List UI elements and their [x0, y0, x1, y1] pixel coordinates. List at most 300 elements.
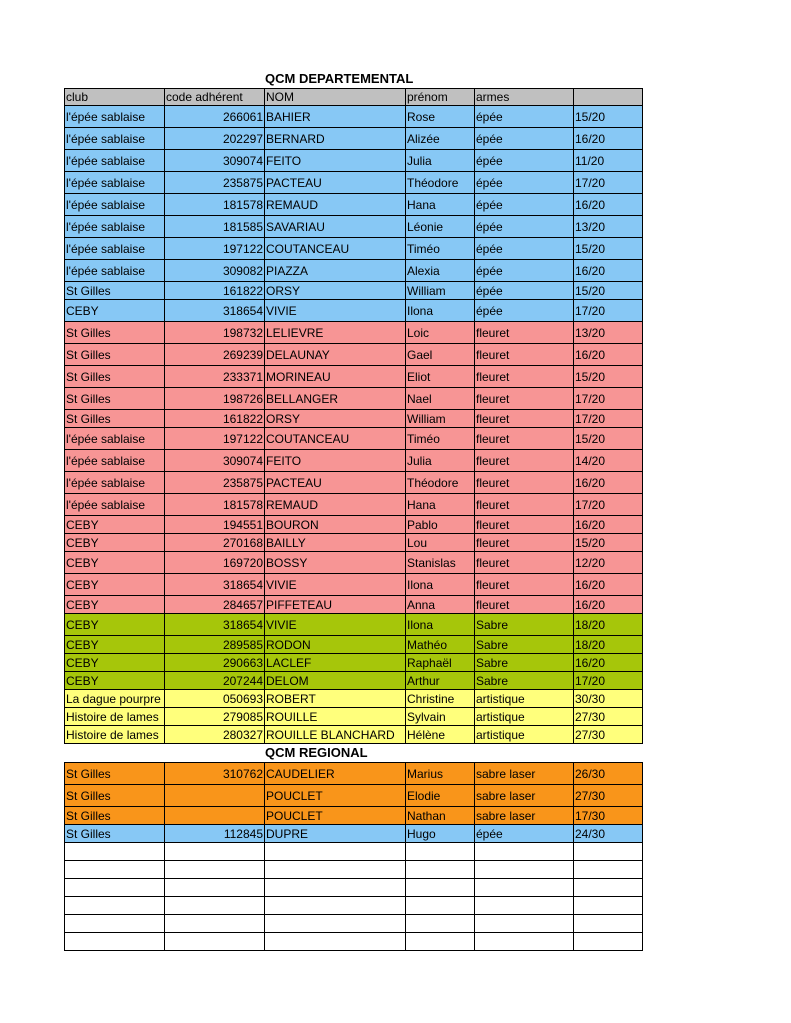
cell-club: St Gilles [65, 282, 165, 300]
cell-prenom: Elodie [406, 785, 475, 807]
spreadsheet [64, 70, 642, 951]
cell-score: 16/20 [574, 260, 643, 282]
table-row [65, 450, 643, 472]
cell-code-adherent: 233371 [165, 366, 265, 388]
cell-armes [475, 897, 574, 915]
cell-code-adherent: 181578 [165, 194, 265, 216]
cell-nom: FEITO [265, 450, 406, 472]
cell-score [574, 915, 643, 933]
cell-club: l'épée sablaise [65, 472, 165, 494]
cell-code-adherent [165, 861, 265, 879]
cell-nom: BOURON [265, 516, 406, 534]
table-row [65, 472, 643, 494]
cell-club [65, 879, 165, 897]
cell-nom: VIVIE [265, 300, 406, 322]
table-row [65, 216, 643, 238]
cell-nom: ROUILLE [265, 708, 406, 726]
table-row [65, 933, 643, 951]
table-row [65, 825, 643, 843]
table-row [65, 763, 643, 785]
cell-armes: fleuret [475, 552, 574, 574]
cell-armes: épée [475, 172, 574, 194]
table-row [65, 238, 643, 260]
section-title-regional [64, 744, 642, 762]
cell-club: St Gilles [65, 807, 165, 825]
cell-code-adherent: 181585 [165, 216, 265, 238]
cell-score: 16/20 [574, 472, 643, 494]
header-score [574, 89, 643, 106]
cell-code-adherent: 318654 [165, 574, 265, 596]
cell-nom: LELIEVRE [265, 322, 406, 344]
cell-club: CEBY [65, 672, 165, 690]
cell-nom: VIVIE [265, 614, 406, 636]
table-row [65, 726, 643, 744]
cell-prenom: Timéo [406, 428, 475, 450]
cell-code-adherent: 284657 [165, 596, 265, 614]
cell-prenom [406, 879, 475, 897]
cell-prenom: Lou [406, 534, 475, 552]
table-row [65, 388, 643, 410]
regional-table [64, 762, 643, 951]
cell-prenom [406, 843, 475, 861]
cell-club: l'épée sablaise [65, 172, 165, 194]
cell-club [65, 843, 165, 861]
table-row [65, 172, 643, 194]
cell-prenom: Rose [406, 106, 475, 128]
cell-armes: fleuret [475, 450, 574, 472]
cell-code-adherent: 235875 [165, 172, 265, 194]
cell-prenom: Ilona [406, 614, 475, 636]
table-row [65, 194, 643, 216]
cell-armes: artistique [475, 726, 574, 744]
cell-armes: fleuret [475, 344, 574, 366]
cell-prenom: Eliot [406, 366, 475, 388]
cell-prenom: Sylvain [406, 708, 475, 726]
cell-prenom: William [406, 410, 475, 428]
cell-club: l'épée sablaise [65, 128, 165, 150]
cell-code-adherent: 269239 [165, 344, 265, 366]
table-row [65, 534, 643, 552]
section-title-departemental [64, 70, 642, 88]
cell-score: 16/20 [574, 654, 643, 672]
cell-prenom [406, 933, 475, 951]
cell-score: 15/20 [574, 534, 643, 552]
cell-club: CEBY [65, 596, 165, 614]
header-club: club [65, 89, 165, 106]
cell-nom: DELAUNAY [265, 344, 406, 366]
cell-armes: épée [475, 300, 574, 322]
cell-armes: artistique [475, 690, 574, 708]
cell-score: 15/20 [574, 428, 643, 450]
cell-club: l'épée sablaise [65, 450, 165, 472]
cell-nom: SAVARIAU [265, 216, 406, 238]
cell-armes: Sabre [475, 614, 574, 636]
table-row [65, 614, 643, 636]
table-row [65, 410, 643, 428]
cell-prenom: Hana [406, 494, 475, 516]
table-row [65, 128, 643, 150]
cell-prenom: Julia [406, 150, 475, 172]
regional-title: QCM REGIONAL [265, 745, 368, 760]
cell-nom: POUCLET [265, 785, 406, 807]
table-row [65, 897, 643, 915]
table-row [65, 574, 643, 596]
cell-prenom: Anna [406, 596, 475, 614]
cell-club: CEBY [65, 636, 165, 654]
cell-code-adherent: 290663 [165, 654, 265, 672]
cell-code-adherent: 197122 [165, 238, 265, 260]
cell-code-adherent: 198732 [165, 322, 265, 344]
table-row [65, 785, 643, 807]
cell-armes: sabre laser [475, 807, 574, 825]
cell-armes: épée [475, 825, 574, 843]
cell-score: 15/20 [574, 106, 643, 128]
cell-club: St Gilles [65, 825, 165, 843]
cell-score: 27/30 [574, 708, 643, 726]
cell-code-adherent: 169720 [165, 552, 265, 574]
cell-prenom [406, 915, 475, 933]
table-row [65, 690, 643, 708]
table-row [65, 654, 643, 672]
cell-nom: BELLANGER [265, 388, 406, 410]
cell-club: St Gilles [65, 322, 165, 344]
cell-prenom: Marius [406, 763, 475, 785]
cell-club: CEBY [65, 552, 165, 574]
cell-club: St Gilles [65, 763, 165, 785]
cell-club: Histoire de lames [65, 726, 165, 744]
table-row [65, 344, 643, 366]
cell-nom: REMAUD [265, 494, 406, 516]
table-row [65, 516, 643, 534]
cell-score: 15/20 [574, 282, 643, 300]
cell-nom: RODON [265, 636, 406, 654]
cell-club: CEBY [65, 534, 165, 552]
cell-score: 17/20 [574, 672, 643, 690]
cell-prenom: Ilona [406, 574, 475, 596]
cell-score: 13/20 [574, 216, 643, 238]
cell-nom: POUCLET [265, 807, 406, 825]
cell-armes: fleuret [475, 534, 574, 552]
cell-score: 27/30 [574, 726, 643, 744]
cell-prenom: Raphaël [406, 654, 475, 672]
table-row [65, 708, 643, 726]
cell-nom: BERNARD [265, 128, 406, 150]
cell-score: 17/20 [574, 172, 643, 194]
cell-score: 17/20 [574, 410, 643, 428]
cell-club: CEBY [65, 300, 165, 322]
cell-club: St Gilles [65, 388, 165, 410]
cell-nom: LACLEF [265, 654, 406, 672]
cell-score: 24/30 [574, 825, 643, 843]
cell-score: 16/20 [574, 344, 643, 366]
cell-prenom [406, 861, 475, 879]
cell-nom: ROUILLE BLANCHARD [265, 726, 406, 744]
cell-score: 18/20 [574, 614, 643, 636]
cell-club: l'épée sablaise [65, 260, 165, 282]
cell-prenom: Alexia [406, 260, 475, 282]
cell-score: 27/30 [574, 785, 643, 807]
table-row [65, 322, 643, 344]
cell-club: St Gilles [65, 366, 165, 388]
departemental-table-body [65, 89, 643, 744]
cell-armes: épée [475, 216, 574, 238]
table-row [65, 494, 643, 516]
cell-score [574, 897, 643, 915]
cell-prenom: Nael [406, 388, 475, 410]
table-row [65, 596, 643, 614]
cell-code-adherent [165, 915, 265, 933]
cell-armes: fleuret [475, 574, 574, 596]
cell-score: 15/20 [574, 366, 643, 388]
cell-score: 15/20 [574, 238, 643, 260]
cell-score: 26/30 [574, 763, 643, 785]
cell-armes: épée [475, 150, 574, 172]
cell-prenom: Loic [406, 322, 475, 344]
cell-club [65, 861, 165, 879]
cell-code-adherent: 194551 [165, 516, 265, 534]
cell-nom: FEITO [265, 150, 406, 172]
cell-code-adherent: 279085 [165, 708, 265, 726]
cell-code-adherent: 280327 [165, 726, 265, 744]
cell-score: 17/20 [574, 300, 643, 322]
cell-armes: épée [475, 106, 574, 128]
cell-code-adherent: 161822 [165, 410, 265, 428]
cell-code-adherent: 202297 [165, 128, 265, 150]
cell-nom: COUTANCEAU [265, 428, 406, 450]
cell-prenom: Nathan [406, 807, 475, 825]
cell-nom [265, 843, 406, 861]
table-row [65, 150, 643, 172]
cell-nom: DELOM [265, 672, 406, 690]
cell-nom: PACTEAU [265, 172, 406, 194]
cell-code-adherent: 310762 [165, 763, 265, 785]
cell-score: 30/30 [574, 690, 643, 708]
cell-score: 11/20 [574, 150, 643, 172]
cell-score [574, 843, 643, 861]
cell-armes [475, 879, 574, 897]
cell-prenom: Théodore [406, 472, 475, 494]
cell-armes [475, 933, 574, 951]
cell-code-adherent: 207244 [165, 672, 265, 690]
header-armes: armes [475, 89, 574, 106]
cell-armes: fleuret [475, 322, 574, 344]
cell-nom [265, 933, 406, 951]
cell-score: 16/20 [574, 516, 643, 534]
table-row [65, 672, 643, 690]
cell-prenom [406, 897, 475, 915]
cell-nom: VIVIE [265, 574, 406, 596]
cell-score: 14/20 [574, 450, 643, 472]
cell-prenom: Alizée [406, 128, 475, 150]
table-row [65, 300, 643, 322]
cell-code-adherent [165, 843, 265, 861]
cell-armes: Sabre [475, 672, 574, 690]
cell-armes: épée [475, 128, 574, 150]
header-row [65, 89, 643, 106]
cell-prenom: Théodore [406, 172, 475, 194]
cell-code-adherent [165, 785, 265, 807]
regional-table-body [65, 763, 643, 951]
cell-club: CEBY [65, 574, 165, 596]
header-code: code adhérent [165, 89, 265, 106]
cell-prenom: Léonie [406, 216, 475, 238]
departemental-title: QCM DEPARTEMENTAL [265, 71, 414, 86]
cell-armes: fleuret [475, 596, 574, 614]
cell-club: l'épée sablaise [65, 106, 165, 128]
cell-code-adherent: 266061 [165, 106, 265, 128]
cell-prenom: Hélène [406, 726, 475, 744]
cell-code-adherent [165, 879, 265, 897]
cell-armes: fleuret [475, 472, 574, 494]
cell-prenom: Hana [406, 194, 475, 216]
cell-nom: DUPRE [265, 825, 406, 843]
cell-score: 13/20 [574, 322, 643, 344]
cell-armes: Sabre [475, 654, 574, 672]
table-row [65, 260, 643, 282]
cell-club [65, 915, 165, 933]
cell-nom [265, 897, 406, 915]
cell-score [574, 933, 643, 951]
cell-code-adherent: 050693 [165, 690, 265, 708]
cell-nom: ROBERT [265, 690, 406, 708]
cell-prenom: Gael [406, 344, 475, 366]
cell-club [65, 933, 165, 951]
table-row [65, 879, 643, 897]
cell-nom [265, 861, 406, 879]
cell-nom: REMAUD [265, 194, 406, 216]
cell-code-adherent: 181578 [165, 494, 265, 516]
cell-nom: PIFFETEAU [265, 596, 406, 614]
cell-nom [265, 879, 406, 897]
cell-score: 16/20 [574, 574, 643, 596]
cell-code-adherent: 161822 [165, 282, 265, 300]
cell-armes: épée [475, 282, 574, 300]
cell-code-adherent: 198726 [165, 388, 265, 410]
cell-club: St Gilles [65, 785, 165, 807]
table-row [65, 106, 643, 128]
cell-score: 16/20 [574, 596, 643, 614]
cell-armes: artistique [475, 708, 574, 726]
cell-score: 16/20 [574, 128, 643, 150]
cell-nom: CAUDELIER [265, 763, 406, 785]
cell-armes: sabre laser [475, 763, 574, 785]
table-row [65, 807, 643, 825]
cell-prenom: Stanislas [406, 552, 475, 574]
cell-code-adherent [165, 897, 265, 915]
cell-prenom: William [406, 282, 475, 300]
cell-armes: fleuret [475, 428, 574, 450]
cell-club: CEBY [65, 516, 165, 534]
table-row [65, 843, 643, 861]
cell-prenom: Hugo [406, 825, 475, 843]
cell-code-adherent: 197122 [165, 428, 265, 450]
table-row [65, 282, 643, 300]
cell-armes: sabre laser [475, 785, 574, 807]
header-prenom: prénom [406, 89, 475, 106]
cell-club: l'épée sablaise [65, 494, 165, 516]
cell-code-adherent: 235875 [165, 472, 265, 494]
cell-armes: épée [475, 194, 574, 216]
cell-code-adherent: 270168 [165, 534, 265, 552]
cell-score: 17/20 [574, 494, 643, 516]
cell-club: CEBY [65, 654, 165, 672]
cell-score: 16/20 [574, 194, 643, 216]
cell-club: l'épée sablaise [65, 216, 165, 238]
cell-club: l'épée sablaise [65, 428, 165, 450]
cell-armes [475, 861, 574, 879]
cell-club: St Gilles [65, 344, 165, 366]
cell-code-adherent: 289585 [165, 636, 265, 654]
cell-prenom: Julia [406, 450, 475, 472]
cell-score: 17/30 [574, 807, 643, 825]
cell-score: 18/20 [574, 636, 643, 654]
cell-nom: COUTANCEAU [265, 238, 406, 260]
cell-code-adherent: 309074 [165, 150, 265, 172]
cell-code-adherent: 309082 [165, 260, 265, 282]
cell-nom: PACTEAU [265, 472, 406, 494]
cell-prenom: Ilona [406, 300, 475, 322]
cell-score: 17/20 [574, 388, 643, 410]
table-row [65, 428, 643, 450]
cell-club: Histoire de lames [65, 708, 165, 726]
cell-nom: ORSY [265, 410, 406, 428]
cell-club: St Gilles [65, 410, 165, 428]
cell-nom: ORSY [265, 282, 406, 300]
cell-armes: épée [475, 238, 574, 260]
cell-club: l'épée sablaise [65, 238, 165, 260]
cell-prenom: Arthur [406, 672, 475, 690]
cell-prenom: Christine [406, 690, 475, 708]
cell-armes: fleuret [475, 410, 574, 428]
cell-armes: Sabre [475, 636, 574, 654]
cell-code-adherent: 112845 [165, 825, 265, 843]
cell-code-adherent: 318654 [165, 614, 265, 636]
cell-score [574, 879, 643, 897]
cell-nom: MORINEAU [265, 366, 406, 388]
header-nom: NOM [265, 89, 406, 106]
cell-club: La dague pourpre [65, 690, 165, 708]
cell-code-adherent [165, 807, 265, 825]
cell-armes [475, 843, 574, 861]
cell-nom: BAHIER [265, 106, 406, 128]
cell-club: l'épée sablaise [65, 150, 165, 172]
cell-armes: fleuret [475, 516, 574, 534]
cell-armes: fleuret [475, 366, 574, 388]
cell-prenom: Mathéo [406, 636, 475, 654]
cell-code-adherent: 318654 [165, 300, 265, 322]
cell-club [65, 897, 165, 915]
table-row [65, 552, 643, 574]
table-row [65, 915, 643, 933]
table-row [65, 861, 643, 879]
cell-armes: épée [475, 260, 574, 282]
cell-code-adherent [165, 933, 265, 951]
cell-nom: PIAZZA [265, 260, 406, 282]
cell-nom [265, 915, 406, 933]
cell-nom: BAILLY [265, 534, 406, 552]
departemental-table [64, 88, 643, 744]
cell-score: 12/20 [574, 552, 643, 574]
cell-armes: fleuret [475, 494, 574, 516]
cell-armes: fleuret [475, 388, 574, 410]
cell-prenom: Timéo [406, 238, 475, 260]
cell-score [574, 861, 643, 879]
cell-code-adherent: 309074 [165, 450, 265, 472]
cell-armes [475, 915, 574, 933]
cell-club: l'épée sablaise [65, 194, 165, 216]
cell-prenom: Pablo [406, 516, 475, 534]
table-row [65, 366, 643, 388]
